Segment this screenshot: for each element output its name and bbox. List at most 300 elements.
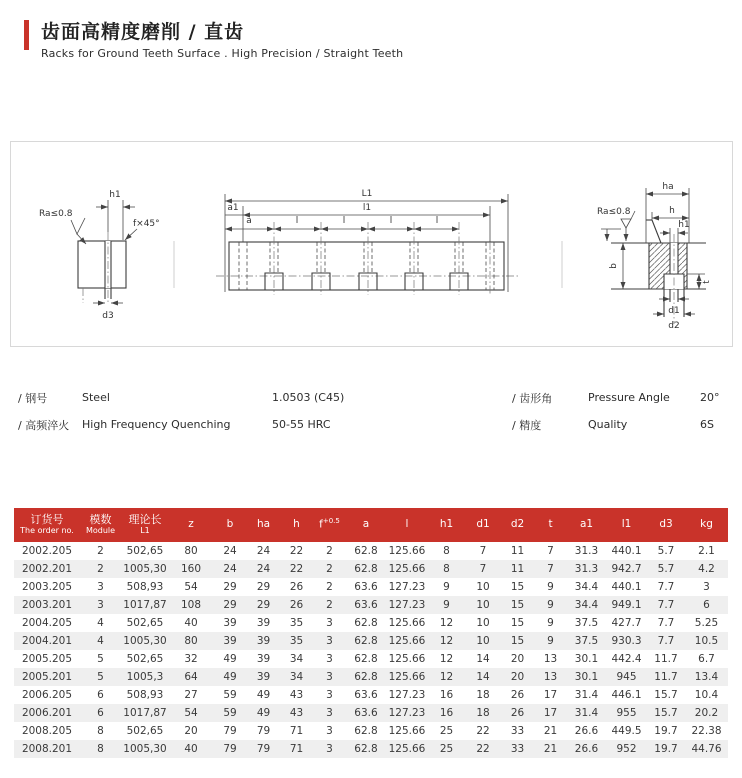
cell: 34.4 [574,581,599,593]
spec-value: 1.0503 (C45) [272,391,345,404]
counterbored-hole [405,222,423,295]
cell: 13.4 [694,671,719,683]
cell: 125.66 [388,671,426,683]
cell: 49 [223,671,237,683]
cell: 62.8 [354,563,378,575]
cell: 7 [479,545,487,557]
cell: 952 [616,743,637,755]
cell: 7.7 [657,599,675,611]
cell: 125.66 [388,635,426,647]
cell: 955 [616,707,637,719]
dim-label-d3: d3 [102,311,114,321]
cell: 63.6 [354,689,378,701]
cell: 43 [289,707,304,719]
column-header: h [280,508,313,542]
cell: 39 [223,617,237,629]
cell: 37.5 [574,617,599,629]
cell: 9 [443,599,450,611]
cell: 12 [439,635,454,647]
column-header: t [534,508,567,542]
roughness-icon [621,219,631,228]
cell: 8 [443,563,450,575]
cell: 54 [184,707,198,719]
cell: 26 [510,689,525,701]
column-header: $f^{+0.5}$ [313,508,346,542]
technical-drawing [11,142,732,346]
cell: 6.7 [698,653,715,665]
cell: 5 [97,653,104,665]
cell: 2004.205 [21,617,73,629]
column-header: l1 [606,508,647,542]
spec-steel [18,384,344,411]
cell: 2003.205 [21,581,73,593]
cell: 1005,30 [123,743,167,755]
cell: 7.7 [657,581,675,593]
cell: 13 [543,653,558,665]
table-row [14,722,728,740]
cell: 9 [547,599,554,611]
cell: 442.4 [611,653,642,665]
cell: 2.1 [698,545,715,557]
cell: 29 [223,599,237,611]
cell: 20 [510,671,525,683]
column-header: ha [247,508,280,542]
cell: 31.4 [574,689,599,701]
cell: 3 [326,635,333,647]
cell: 25 [439,743,454,755]
spec-label-en: Pressure Angle [588,391,670,404]
column-header: d2 [501,508,534,542]
cell: 3 [326,671,333,683]
column-header: d3 [647,508,685,542]
cell: 125.66 [388,545,426,557]
column-header: a [346,508,386,542]
spec-label-zh: / 齿形角 [512,391,553,405]
cell: 2 [97,563,104,575]
cell: 17 [543,707,558,719]
dim-label-l: l [389,216,393,226]
cell: 14 [476,653,490,665]
table-row [14,650,728,668]
cell: 127.23 [388,707,426,719]
dim-label-l: l [342,216,346,226]
cell: 49 [223,653,237,665]
dim-label-chamfer: f×45° [133,219,160,229]
cell: 2005.201 [21,671,73,683]
cell: 1005,30 [123,563,167,575]
roughness-icon [71,218,85,234]
cell: 62.8 [354,653,378,665]
cell: 49 [256,689,271,701]
cell: 62.8 [354,743,378,755]
cell: 63.6 [354,707,378,719]
cell: 15 [510,599,525,611]
spec-label-zh: / 高频淬火 [18,418,70,432]
cell: 125.66 [388,563,426,575]
cell: 59 [223,707,237,719]
cell: 22 [476,725,490,737]
cell: 1017,87 [123,707,167,719]
table-row [14,578,728,596]
cell: 2005.205 [21,653,73,665]
cell: 1005,3 [126,671,164,683]
cell: 16 [439,707,454,719]
table-row [14,632,728,650]
dim-label-a: a [246,216,252,226]
cell: 3 [326,653,333,665]
cell: 8 [443,545,450,557]
cell: 43 [289,689,304,701]
cell: 945 [616,671,637,683]
dim-label-b: b [609,263,619,269]
cell: 33 [510,743,525,755]
cell: 54 [184,581,198,593]
cell: 39 [223,635,237,647]
column-header: a1 [567,508,606,542]
cell: 12 [439,671,454,683]
cell: 31.4 [574,707,599,719]
cell: 2 [326,599,333,611]
column-header: z [169,508,213,542]
cell: 440.1 [611,581,642,593]
cell: 62.8 [354,617,378,629]
cell: 8 [97,743,104,755]
column-header: b [213,508,247,542]
table-row [14,704,728,722]
cell: 449.5 [611,725,642,737]
cell: 22 [289,563,304,575]
cell: 62.8 [354,545,378,557]
cell: 127.23 [388,581,426,593]
cell: 15 [510,581,525,593]
cell: 35 [289,635,304,647]
cell: 1017,87 [123,599,167,611]
cell: 26.6 [574,725,599,737]
spec-pressure-angle [512,384,720,411]
roughness-label: Ra≤0.8 [39,209,73,219]
table-row [14,596,728,614]
header-row [14,508,728,542]
cell: 79 [223,725,237,737]
cell: 79 [223,743,237,755]
cell: 26 [510,707,525,719]
cell: 20 [184,725,198,737]
cell: 8 [97,725,104,737]
cell: 3 [326,617,333,629]
cell: 2003.201 [21,599,73,611]
cell: 2008.201 [21,743,73,755]
cell: 11.7 [654,653,678,665]
cell: 949.1 [611,599,642,611]
column-header: d1 [465,508,501,542]
cell: 19.7 [654,743,678,755]
spec-value: 20° [700,391,720,404]
cell: 33 [510,725,525,737]
column-header: h1 [428,508,465,542]
cell: 508,93 [126,581,164,593]
cell: 2 [326,563,333,575]
cell: 39 [256,617,271,629]
cell: 34 [289,653,304,665]
cell: 39 [256,653,271,665]
cell: 63.6 [354,599,378,611]
spec-quenching [18,411,344,438]
cell: 10 [476,617,490,629]
cell: 71 [289,725,304,737]
cell: 79 [256,725,271,737]
cell: 44.76 [691,743,722,755]
cell: 427.7 [611,617,642,629]
cell: 31.3 [574,563,599,575]
cell: 14 [476,671,490,683]
cell: 1005,30 [123,635,167,647]
cell: 7.7 [657,635,675,647]
cell: 21 [543,743,558,755]
dim-label-ha: ha [662,182,674,192]
cell: 125.66 [388,725,426,737]
dim-label-L1: L1 [361,189,373,199]
cell: 3 [326,743,333,755]
spec-label-zh: / 精度 [512,418,542,432]
cell: 10.4 [694,689,719,701]
spec-label-en: Steel [82,391,110,404]
front-view [216,189,518,295]
dim-label-h1: h1 [678,220,690,230]
accent-bar [24,20,29,50]
side-view [597,182,712,331]
spec-value: 50-55 HRC [272,418,331,431]
cell: 4 [97,635,104,647]
cell: 62.8 [354,725,378,737]
cell: 2002.201 [21,563,73,575]
cell: 5.7 [657,545,675,557]
column-header: 模数 Module [80,508,121,542]
cell: 3 [326,725,333,737]
cell: 15.7 [654,689,678,701]
cell: 22 [289,545,304,557]
cell: 2002.205 [21,545,73,557]
cell: 5 [97,671,104,683]
counterbored-hole [312,222,330,295]
cell: 79 [256,743,271,755]
cell: 19.7 [654,725,678,737]
cell: 26 [289,599,304,611]
cell: 80 [184,635,198,647]
cell: 9 [547,617,554,629]
dim-label-h1: h1 [109,190,121,200]
cell: 7 [479,563,487,575]
cell: 2006.205 [21,689,73,701]
cell: 18 [476,707,490,719]
cell: 39 [256,671,271,683]
cell: 15.7 [654,707,678,719]
cell: 446.1 [611,689,642,701]
table-row [14,614,728,632]
cell: 22.38 [691,725,722,737]
cell: 2 [326,545,333,557]
cell: 125.66 [388,743,426,755]
cell: 63.6 [354,581,378,593]
cell: 20.2 [694,707,719,719]
dim-label-l1: l1 [362,203,372,213]
cell: 62.8 [354,671,378,683]
cell: 160 [180,563,202,575]
column-header: 订货号 The order no. [14,508,80,542]
cell: 12 [439,653,454,665]
table-row [14,686,728,704]
cell: 21 [543,725,558,737]
cell: 24 [223,545,237,557]
cell: 7.7 [657,617,675,629]
dim-label-l: l [295,216,299,226]
cell: 11 [510,545,525,557]
cell: 24 [256,545,271,557]
cell: 40 [184,617,198,629]
cell: 508,93 [126,689,164,701]
cell: 29 [223,581,237,593]
roughness-label: Ra≤0.8 [597,207,631,217]
cell: 2008.205 [21,725,73,737]
column-header: l [386,508,428,542]
column-header: kg [685,508,728,542]
cell: 9 [547,635,554,647]
dim-label-l: l [435,216,439,226]
cell: 440.1 [611,545,642,557]
cell: 108 [180,599,202,611]
spec-label-en: Quality [588,418,628,431]
cell: 10.5 [694,635,719,647]
counterbored-hole [450,222,468,295]
cell: 30.1 [574,671,599,683]
cell: 62.8 [354,635,378,647]
cell: 7 [547,563,554,575]
cell: 6 [703,599,710,611]
cell: 18 [476,689,490,701]
drawing-panel [10,141,733,347]
cell: 125.66 [388,617,426,629]
cell: 24 [256,563,271,575]
spec-value: 6S [700,418,714,431]
cell: 17 [543,689,558,701]
order-table [14,508,728,758]
cell: 5.25 [694,617,719,629]
cell: 12 [439,617,454,629]
cell: 11.7 [654,671,678,683]
left-view [39,190,160,321]
cell: 30.1 [574,653,599,665]
dim-label-a1: a1 [227,203,239,213]
cell: 20 [510,653,525,665]
cell: 502,65 [126,545,164,557]
cell: 502,65 [126,653,164,665]
cell: 15 [510,617,525,629]
cell: 11 [510,563,525,575]
page-title: 齿面高精度磨削 / 直齿 [41,21,245,43]
page-subtitle: Racks for Ground Teeth Surface . High Precision / Straight Teeth [41,47,404,60]
cell: 6 [97,689,104,701]
cell: 125.66 [388,653,426,665]
cell: 127.23 [388,689,426,701]
dim-label-d2: d2 [668,321,680,331]
table-row [14,740,728,758]
cell: 5.7 [657,563,675,575]
cell: 502,65 [126,617,164,629]
counterbored-hole [265,222,283,295]
cell: 4.2 [698,563,715,575]
cell: 26.6 [574,743,599,755]
cell: 34.4 [574,599,599,611]
cell: 32 [184,653,198,665]
cell: 29 [256,581,271,593]
cell: 34 [289,671,304,683]
cell: 930.3 [611,635,642,647]
cell: 80 [184,545,198,557]
cell: 16 [439,689,454,701]
cell: 2004.201 [21,635,73,647]
cell: 4 [97,617,104,629]
cell: 9 [547,581,554,593]
cell: 10 [476,581,490,593]
spec-quality [512,411,720,438]
cell: 40 [184,743,198,755]
cell: 3 [703,581,710,593]
spec-label-zh: / 钢号 [18,391,48,405]
cell: 2 [326,581,333,593]
counterbored-hole [359,222,377,295]
cell: 10 [476,635,490,647]
title-block [24,17,403,60]
cell: 127.23 [388,599,426,611]
cell: 27 [184,689,198,701]
table-row [14,542,728,560]
cell: 9 [443,581,450,593]
cell: 942.7 [611,563,642,575]
cell: 2006.201 [21,707,73,719]
cell: 29 [256,599,271,611]
cell: 37.5 [574,635,599,647]
spec-label-en: High Frequency Quenching [82,418,231,431]
cell: 15 [510,635,525,647]
cell: 59 [223,689,237,701]
table-row [14,560,728,578]
dim-label-h: h [669,206,675,216]
cell: 502,65 [126,725,164,737]
cell: 49 [256,707,271,719]
dim-label-d1: d1 [668,306,680,316]
cell: 26 [289,581,304,593]
cell: 3 [97,599,104,611]
cell: 6 [97,707,104,719]
cell: 3 [326,689,333,701]
cell: 64 [184,671,198,683]
cell: 2 [97,545,104,557]
cell: 24 [223,563,237,575]
cell: 35 [289,617,304,629]
cell: 31.3 [574,545,599,557]
column-header: 理论长 L1 [121,508,169,542]
table-row [14,668,728,686]
cell: 25 [439,725,454,737]
cell: 3 [326,707,333,719]
cell: 13 [543,671,558,683]
cell: 22 [476,743,490,755]
cell: 71 [289,743,304,755]
cell: 39 [256,635,271,647]
dim-label-t: t [702,280,712,284]
cell: 7 [547,545,554,557]
cell: 3 [97,581,104,593]
cell: 10 [476,599,490,611]
